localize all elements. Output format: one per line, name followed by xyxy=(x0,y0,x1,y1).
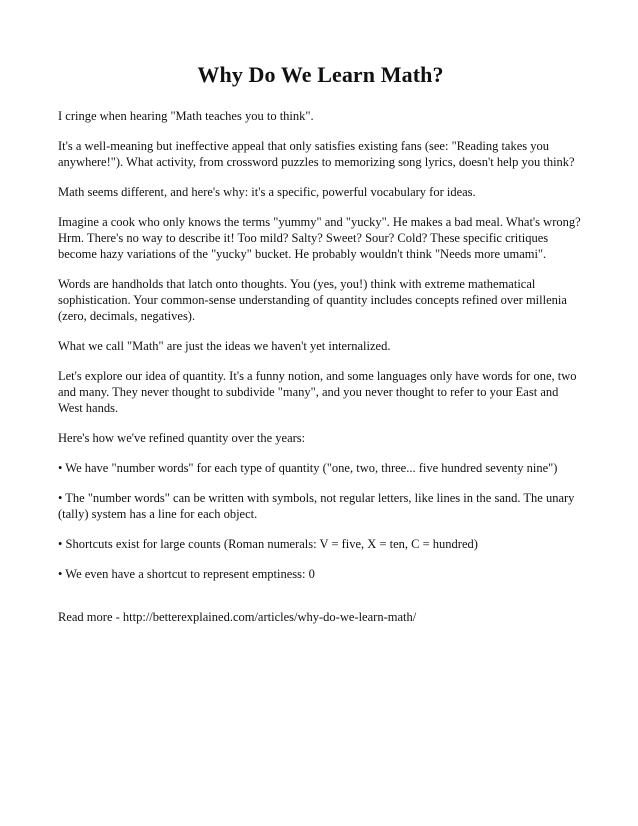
read-more-link[interactable]: Read more - http://betterexplained.com/articles/why-do-we-learn-math/ xyxy=(58,610,417,624)
list-item-shortcuts: • Shortcuts exist for large counts (Roman numerals: V = five, X = ten, C = hundred) xyxy=(58,537,478,551)
document-title: Why Do We Learn Math? xyxy=(197,62,444,87)
paragraph-appeal: It's a well-meaning but ineffective appeal that only satisfies existing fans (see: "Reading takes you anywhere!"). What activity, from crossword puzzles to memorizing song lyrics, doesn't help you think? xyxy=(58,139,575,169)
paragraph-refined: Here's how we've refined quantity over the years: xyxy=(58,431,306,445)
paragraph-handholds: Words are handholds that latch onto thoughts. You (yes, you!) think with extreme mathematical sophistication. Your common-sense understanding of quantity includes concepts refined over millenia (zero, decimals, negatives). xyxy=(58,277,567,323)
document-page xyxy=(58,62,583,639)
paragraph-quantity: Let's explore our idea of quantity. It's a funny notion, and some languages only have words for one, two and many. They never thought to subdivide "many", and you never thought to refer to your East and West hands. xyxy=(58,369,577,415)
paragraph-intro: I cringe when hearing "Math teaches you to think". xyxy=(58,109,314,123)
list-item-number-words: • We have "number words" for each type of quantity ("one, two, three... five hundred seventy nine") xyxy=(58,461,558,475)
list-item-emptiness: • We even have a shortcut to represent emptiness: 0 xyxy=(58,567,315,581)
list-item-symbols: • The "number words" can be written with symbols, not regular letters, like lines in the sand. The unary (tally) system has a line for each object. xyxy=(58,491,575,521)
paragraph-internalized: What we call "Math" are just the ideas we haven't yet internalized. xyxy=(58,339,391,353)
paragraph-cook: Imagine a cook who only knows the terms "yummy" and "yucky". He makes a bad meal. What's wrong? Hrm. There's no way to describe it! Too mild? Salty? Sweet? Sour? Cold? These specific critiques become hazy variations of the "yucky" bucket. He probably wouldn't think "Needs more umami". xyxy=(58,215,581,261)
paragraph-vocabulary: Math seems different, and here's why: it's a specific, powerful vocabulary for ideas. xyxy=(58,185,476,199)
